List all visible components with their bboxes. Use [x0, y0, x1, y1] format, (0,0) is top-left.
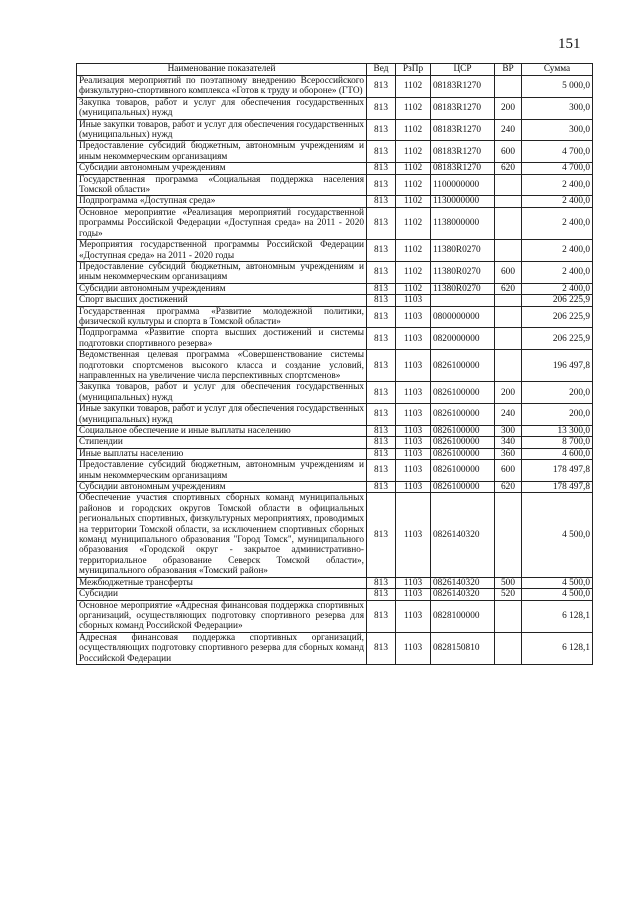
cell-rzpr: 1102 — [396, 97, 431, 119]
cell-sum: 2 400,0 — [522, 261, 593, 283]
cell-name: Субсидии — [77, 589, 367, 600]
cell-name: Иные закупки товаров, работ и услуг для обеспечения государственных (муниципальных) нужд — [77, 119, 367, 141]
cell-ved: 813 — [367, 283, 396, 294]
cell-csr: 0828150810 — [431, 632, 495, 664]
cell-rzpr: 1102 — [396, 174, 431, 196]
page-number: 151 — [558, 36, 581, 52]
cell-csr: 08183R1270 — [431, 119, 495, 141]
cell-csr: 11380R0270 — [431, 283, 495, 294]
cell-vr: 200 — [495, 382, 522, 404]
header-ved: Вед — [367, 64, 396, 76]
cell-ved: 813 — [367, 295, 396, 306]
cell-rzpr: 1103 — [396, 448, 431, 459]
cell-name: Закупка товаров, работ и услуг для обеспечения государственных (муниципальных) нужд — [77, 97, 367, 119]
cell-name: Иные закупки товаров, работ и услуг для обеспечения государственных (муниципальных) нужд — [77, 404, 367, 426]
header-rzpr: РзПр — [396, 64, 431, 76]
table-row — [77, 207, 593, 239]
cell-rzpr: 1103 — [396, 404, 431, 426]
cell-csr: 0828100000 — [431, 600, 495, 632]
table-row — [77, 632, 593, 664]
cell-sum: 4 500,0 — [522, 577, 593, 588]
cell-sum: 4 700,0 — [522, 163, 593, 174]
cell-ved: 813 — [367, 174, 396, 196]
cell-sum: 8 700,0 — [522, 437, 593, 448]
cell-vr: 200 — [495, 97, 522, 119]
cell-csr — [431, 295, 495, 306]
cell-csr: 0826100000 — [431, 404, 495, 426]
header-sum: Сумма — [522, 64, 593, 76]
cell-ved: 813 — [367, 448, 396, 459]
cell-name: Субсидии автономным учреждениям — [77, 482, 367, 493]
header-name: Наименование показателей — [77, 64, 367, 76]
cell-name: Предоставление субсидий бюджетным, автономным учреждениям и иным некоммерческим организациям — [77, 141, 367, 163]
cell-vr: 300 — [495, 426, 522, 437]
header-vr: ВР — [495, 64, 522, 76]
cell-rzpr: 1102 — [396, 163, 431, 174]
cell-name: Государственная программа «Социальная поддержка населения Томской области» — [77, 174, 367, 196]
table-row — [77, 493, 593, 577]
cell-csr: 0826140320 — [431, 493, 495, 577]
cell-rzpr: 1103 — [396, 600, 431, 632]
cell-sum: 4 600,0 — [522, 448, 593, 459]
cell-ved: 813 — [367, 97, 396, 119]
cell-rzpr: 1102 — [396, 283, 431, 294]
cell-ved: 813 — [367, 350, 396, 382]
cell-csr: 0826100000 — [431, 382, 495, 404]
cell-name: Субсидии автономным учреждениям — [77, 163, 367, 174]
cell-rzpr: 1102 — [396, 207, 431, 239]
cell-rzpr: 1103 — [396, 632, 431, 664]
cell-name: Обеспечение участия спортивных сборных команд муниципальных районов и городских округов Томской области в официальных региональных спортивных, физкультурных мероприятиях, проводимых на территории Томской области, за исключением спортивных сборных команд муниципального образования "Город Томск", муниципального образования «Городской округ - закрытое административно-территориальное образование Северск Томской области», муниципального образования «Томский район» — [77, 493, 367, 577]
cell-sum: 178 497,8 — [522, 460, 593, 482]
cell-name: Ведомственная целевая программа «Совершенствование системы подготовки спортсменов высокого класса и создание условий, направленных на увеличение числа перспективных спортсменов» — [77, 350, 367, 382]
cell-sum: 2 400,0 — [522, 240, 593, 262]
cell-vr — [495, 328, 522, 350]
table-row — [77, 295, 593, 306]
cell-vr — [495, 196, 522, 207]
cell-ved: 813 — [367, 240, 396, 262]
cell-name: Спорт высших достижений — [77, 295, 367, 306]
cell-sum: 300,0 — [522, 97, 593, 119]
cell-ved: 813 — [367, 577, 396, 588]
cell-name: Иные выплаты населению — [77, 448, 367, 459]
table-row — [77, 448, 593, 459]
cell-vr: 620 — [495, 283, 522, 294]
cell-csr: 08183R1270 — [431, 163, 495, 174]
table-row — [77, 97, 593, 119]
cell-csr: 0800000000 — [431, 306, 495, 328]
cell-name: Подпрограмма «Развитие спорта высших достижений и системы подготовки спортивного резерва» — [77, 328, 367, 350]
cell-sum: 206 225,9 — [522, 306, 593, 328]
cell-sum: 200,0 — [522, 382, 593, 404]
cell-csr: 1138000000 — [431, 207, 495, 239]
cell-rzpr: 1103 — [396, 589, 431, 600]
cell-csr: 1130000000 — [431, 196, 495, 207]
cell-csr: 08183R1270 — [431, 97, 495, 119]
cell-sum: 2 400,0 — [522, 196, 593, 207]
cell-ved: 813 — [367, 76, 396, 98]
table-row — [77, 482, 593, 493]
cell-rzpr: 1102 — [396, 119, 431, 141]
cell-sum: 13 300,0 — [522, 426, 593, 437]
cell-ved: 813 — [367, 328, 396, 350]
cell-rzpr: 1103 — [396, 426, 431, 437]
table-row — [77, 261, 593, 283]
cell-vr: 500 — [495, 577, 522, 588]
cell-vr: 340 — [495, 437, 522, 448]
cell-sum: 196 497,8 — [522, 350, 593, 382]
cell-sum: 206 225,9 — [522, 328, 593, 350]
cell-sum: 4 500,0 — [522, 493, 593, 577]
cell-sum: 2 400,0 — [522, 283, 593, 294]
cell-csr: 1100000000 — [431, 174, 495, 196]
table-body — [77, 76, 593, 665]
cell-vr: 620 — [495, 163, 522, 174]
cell-rzpr: 1102 — [396, 76, 431, 98]
cell-csr: 11380R0270 — [431, 240, 495, 262]
cell-vr — [495, 350, 522, 382]
cell-vr: 600 — [495, 141, 522, 163]
table-row — [77, 119, 593, 141]
cell-vr: 360 — [495, 448, 522, 459]
cell-name: Предоставление субсидий бюджетным, автономным учреждениям и иным некоммерческим организациям — [77, 460, 367, 482]
cell-vr — [495, 306, 522, 328]
cell-name: Адресная финансовая поддержка спортивных организаций, осуществляющих подготовку спортивного резерва для сборных команд Российской Федерации — [77, 632, 367, 664]
cell-sum: 6 128,1 — [522, 632, 593, 664]
cell-name: Основное мероприятие «Адресная финансовая поддержка спортивных организаций, осуществляющих подготовку спортивного резерва для сборных команд Российской Федерации» — [77, 600, 367, 632]
cell-sum: 206 225,9 — [522, 295, 593, 306]
cell-csr: 08183R1270 — [431, 76, 495, 98]
cell-vr: 600 — [495, 261, 522, 283]
table-row — [77, 589, 593, 600]
cell-ved: 813 — [367, 404, 396, 426]
cell-ved: 813 — [367, 482, 396, 493]
cell-rzpr: 1103 — [396, 460, 431, 482]
table-row — [77, 76, 593, 98]
table-row — [77, 382, 593, 404]
cell-vr: 520 — [495, 589, 522, 600]
cell-sum: 4 500,0 — [522, 589, 593, 600]
cell-ved: 813 — [367, 261, 396, 283]
cell-rzpr: 1102 — [396, 141, 431, 163]
cell-vr: 240 — [495, 119, 522, 141]
cell-rzpr: 1102 — [396, 261, 431, 283]
cell-vr: 240 — [495, 404, 522, 426]
cell-ved: 813 — [367, 141, 396, 163]
cell-name: Предоставление субсидий бюджетным, автономным учреждениям и иным некоммерческим организациям — [77, 261, 367, 283]
cell-csr: 0820000000 — [431, 328, 495, 350]
cell-csr: 0826100000 — [431, 460, 495, 482]
cell-rzpr: 1103 — [396, 382, 431, 404]
cell-rzpr: 1103 — [396, 350, 431, 382]
cell-vr — [495, 207, 522, 239]
table-row — [77, 240, 593, 262]
cell-name: Подпрограмма «Доступная среда» — [77, 196, 367, 207]
cell-sum: 300,0 — [522, 119, 593, 141]
cell-name: Стипендии — [77, 437, 367, 448]
cell-sum: 4 700,0 — [522, 141, 593, 163]
cell-ved: 813 — [367, 460, 396, 482]
cell-csr: 0826100000 — [431, 350, 495, 382]
table-row — [77, 426, 593, 437]
cell-vr — [495, 174, 522, 196]
cell-vr — [495, 76, 522, 98]
cell-ved: 813 — [367, 493, 396, 577]
cell-sum: 178 497,8 — [522, 482, 593, 493]
cell-name: Государственная программа «Развитие молодежной политики, физической культуры и спорта в Томской области» — [77, 306, 367, 328]
cell-csr: 0826100000 — [431, 437, 495, 448]
cell-ved: 813 — [367, 426, 396, 437]
cell-name: Основное мероприятие «Реализация мероприятий государственной программы Российской Федерации «Доступная среда» на 2011 - 2020 годы» — [77, 207, 367, 239]
cell-rzpr: 1103 — [396, 437, 431, 448]
cell-ved: 813 — [367, 600, 396, 632]
table-row — [77, 306, 593, 328]
cell-name: Закупка товаров, работ и услуг для обеспечения государственных (муниципальных) нужд — [77, 382, 367, 404]
cell-csr: 0826100000 — [431, 426, 495, 437]
table-row — [77, 577, 593, 588]
cell-rzpr: 1102 — [396, 240, 431, 262]
cell-csr: 0826100000 — [431, 482, 495, 493]
cell-ved: 813 — [367, 119, 396, 141]
cell-sum: 2 400,0 — [522, 174, 593, 196]
cell-csr: 0826100000 — [431, 448, 495, 459]
cell-name: Межбюджетные трансферты — [77, 577, 367, 588]
cell-vr: 620 — [495, 482, 522, 493]
cell-sum: 5 000,0 — [522, 76, 593, 98]
table-row — [77, 174, 593, 196]
cell-rzpr: 1103 — [396, 306, 431, 328]
table-row — [77, 283, 593, 294]
cell-ved: 813 — [367, 589, 396, 600]
cell-rzpr: 1103 — [396, 328, 431, 350]
cell-vr — [495, 632, 522, 664]
cell-csr: 0826140320 — [431, 577, 495, 588]
table-row — [77, 328, 593, 350]
cell-rzpr: 1103 — [396, 577, 431, 588]
budget-table — [76, 63, 593, 665]
table-row — [77, 460, 593, 482]
cell-vr: 600 — [495, 460, 522, 482]
cell-csr: 11380R0270 — [431, 261, 495, 283]
cell-name: Мероприятия государственной программы Российской Федерации «Доступная среда» на 2011 - 2020 годы — [77, 240, 367, 262]
table-row — [77, 600, 593, 632]
cell-rzpr: 1103 — [396, 482, 431, 493]
cell-ved: 813 — [367, 196, 396, 207]
cell-name: Субсидии автономным учреждениям — [77, 283, 367, 294]
table-row — [77, 404, 593, 426]
cell-rzpr: 1102 — [396, 196, 431, 207]
cell-vr — [495, 493, 522, 577]
cell-sum: 200,0 — [522, 404, 593, 426]
cell-ved: 813 — [367, 306, 396, 328]
cell-sum: 2 400,0 — [522, 207, 593, 239]
cell-name: Социальное обеспечение и иные выплаты населению — [77, 426, 367, 437]
cell-ved: 813 — [367, 382, 396, 404]
header-csr: ЦСР — [431, 64, 495, 76]
cell-csr: 0826140320 — [431, 589, 495, 600]
table-header-row — [77, 64, 593, 76]
table-row — [77, 141, 593, 163]
cell-vr — [495, 600, 522, 632]
cell-rzpr: 1103 — [396, 493, 431, 577]
table-row — [77, 437, 593, 448]
table-row — [77, 163, 593, 174]
cell-vr — [495, 240, 522, 262]
table-row — [77, 196, 593, 207]
table-row — [77, 350, 593, 382]
cell-rzpr: 1103 — [396, 295, 431, 306]
cell-ved: 813 — [367, 437, 396, 448]
cell-vr — [495, 295, 522, 306]
cell-ved: 813 — [367, 163, 396, 174]
cell-csr: 08183R1270 — [431, 141, 495, 163]
cell-name: Реализация мероприятий по поэтапному внедрению Всероссийского физкультурно-спортивного комплекса «Готов к труду и обороне» (ГТО) — [77, 76, 367, 98]
cell-sum: 6 128,1 — [522, 600, 593, 632]
cell-ved: 813 — [367, 207, 396, 239]
cell-ved: 813 — [367, 632, 396, 664]
